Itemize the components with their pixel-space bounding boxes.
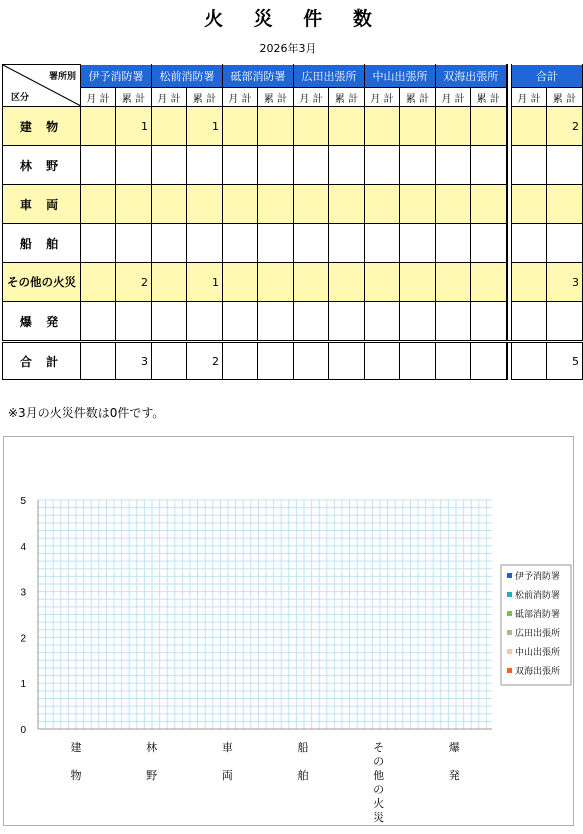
legend-swatch bbox=[507, 611, 512, 616]
cumulative-count-cell bbox=[258, 185, 294, 224]
cumulative-count-cell bbox=[329, 107, 365, 146]
cumulative-total-header: 累 計 bbox=[258, 88, 294, 107]
y-tick-label: 0 bbox=[20, 725, 26, 736]
month-count-cell bbox=[81, 146, 116, 185]
cumulative-count-cell bbox=[116, 224, 152, 263]
cumulative-count-cell: 1 bbox=[116, 107, 152, 146]
cumulative-count-cell bbox=[187, 146, 223, 185]
month-total-header: 月 計 bbox=[365, 88, 400, 107]
corner-category-label: 区分 bbox=[11, 93, 30, 103]
legend-swatch bbox=[507, 573, 512, 578]
station-header-futami: 双海出張所 bbox=[436, 65, 507, 88]
x-tick-label-char: 発 bbox=[448, 769, 460, 782]
cumulative-total-header: 累 計 bbox=[547, 88, 583, 107]
month-count-cell bbox=[436, 263, 471, 302]
month-count-cell bbox=[294, 342, 329, 380]
month-count-cell bbox=[365, 342, 400, 380]
cumulative-count-cell bbox=[329, 185, 365, 224]
note-text: ※3月の火災件数は0件です。 bbox=[8, 406, 165, 420]
month-count-cell bbox=[294, 302, 329, 342]
x-tick-label-char: 両 bbox=[221, 769, 233, 782]
station-header-iyo: 伊予消防署 bbox=[81, 65, 152, 88]
cumulative-count-cell bbox=[329, 342, 365, 380]
cumulative-count-cell bbox=[400, 302, 436, 342]
cumulative-count-cell bbox=[187, 185, 223, 224]
cumulative-count-cell bbox=[329, 302, 365, 342]
station-header-masaki: 松前消防署 bbox=[152, 65, 223, 88]
legend-label: 広田出張所 bbox=[515, 629, 561, 639]
legend-swatch bbox=[507, 592, 512, 597]
cumulative-count-cell bbox=[400, 185, 436, 224]
month-count-cell bbox=[294, 224, 329, 263]
x-tick-label-char: 船 bbox=[297, 741, 309, 754]
month-count-cell bbox=[152, 302, 187, 342]
cumulative-count-cell bbox=[471, 185, 507, 224]
x-tick-label-char: 物 bbox=[70, 769, 82, 782]
month-count-cell bbox=[365, 224, 400, 263]
table-row bbox=[3, 107, 583, 146]
x-tick-label-char: 建 bbox=[70, 741, 82, 754]
page-title: 火 災 件 数 bbox=[204, 8, 384, 30]
cumulative-count-cell bbox=[471, 302, 507, 342]
cumulative-count-cell bbox=[329, 146, 365, 185]
month-count-cell bbox=[223, 185, 258, 224]
cumulative-count-cell: 1 bbox=[187, 107, 223, 146]
cumulative-count-cell bbox=[258, 302, 294, 342]
y-tick-label: 5 bbox=[20, 496, 26, 507]
legend-label: 砥部消防署 bbox=[515, 610, 561, 620]
row-label: 爆 発 bbox=[3, 302, 81, 342]
cumulative-count-cell bbox=[116, 185, 152, 224]
cumulative-count-cell bbox=[258, 342, 294, 380]
legend-label: 松前消防署 bbox=[515, 591, 561, 601]
month-count-cell bbox=[81, 224, 116, 263]
cumulative-count-cell bbox=[116, 146, 152, 185]
month-count-cell bbox=[365, 146, 400, 185]
month-count-cell bbox=[223, 263, 258, 302]
cumulative-count-cell bbox=[258, 146, 294, 185]
month-total-header: 月 計 bbox=[294, 88, 329, 107]
month-total-header: 月 計 bbox=[81, 88, 116, 107]
month-count-cell bbox=[436, 185, 471, 224]
table-row bbox=[3, 146, 583, 185]
month-count-cell bbox=[436, 342, 471, 380]
month-count-cell bbox=[81, 185, 116, 224]
chart-area bbox=[3, 436, 574, 826]
legend-swatch bbox=[507, 630, 512, 635]
month-count-cell bbox=[436, 302, 471, 342]
cumulative-total-header: 累 計 bbox=[400, 88, 436, 107]
month-count-cell bbox=[81, 107, 116, 146]
cumulative-count-cell bbox=[471, 342, 507, 380]
report-period: 2026年3月 bbox=[259, 42, 317, 55]
x-tick-label-char: 車 bbox=[221, 741, 233, 754]
table-row bbox=[3, 302, 583, 342]
month-count-cell bbox=[365, 185, 400, 224]
station-header-tobe: 砥部消防署 bbox=[223, 65, 294, 88]
month-count-cell bbox=[365, 302, 400, 342]
station-header-hirota: 広田出張所 bbox=[294, 65, 365, 88]
month-count-cell bbox=[223, 342, 258, 380]
total-month-cell bbox=[512, 263, 547, 302]
total-cumulative-cell bbox=[547, 302, 583, 342]
y-tick-label: 1 bbox=[20, 679, 26, 691]
legend-swatch bbox=[507, 649, 512, 654]
month-count-cell bbox=[294, 107, 329, 146]
x-tick-label-char: そ bbox=[373, 741, 385, 754]
total-cumulative-cell: 2 bbox=[547, 107, 583, 146]
legend-label: 双海出張所 bbox=[515, 667, 561, 677]
cumulative-count-cell: 3 bbox=[116, 342, 152, 380]
cumulative-count-cell bbox=[400, 342, 436, 380]
cumulative-count-cell: 2 bbox=[187, 342, 223, 380]
cumulative-total-header: 累 計 bbox=[471, 88, 507, 107]
total-header: 合計 bbox=[512, 65, 583, 88]
x-tick-label-char: 災 bbox=[373, 811, 385, 824]
y-tick-label: 4 bbox=[20, 541, 26, 553]
legend-label: 中山出張所 bbox=[515, 648, 561, 658]
cumulative-count-cell bbox=[471, 224, 507, 263]
month-count-cell bbox=[294, 263, 329, 302]
cumulative-total-header: 累 計 bbox=[187, 88, 223, 107]
row-label: 林 野 bbox=[3, 146, 81, 185]
x-tick-label-char: 舶 bbox=[297, 769, 309, 782]
table-corner-header bbox=[3, 65, 81, 107]
month-count-cell bbox=[81, 342, 116, 380]
month-count-cell bbox=[152, 224, 187, 263]
month-count-cell bbox=[436, 146, 471, 185]
fire-bar-chart bbox=[4, 437, 573, 825]
x-tick-label-char: 林 bbox=[146, 741, 158, 754]
month-count-cell bbox=[436, 224, 471, 263]
cumulative-count-cell bbox=[400, 146, 436, 185]
month-count-cell bbox=[365, 263, 400, 302]
x-tick-label-char: の bbox=[373, 755, 385, 768]
cumulative-count-cell bbox=[400, 107, 436, 146]
month-count-cell bbox=[223, 146, 258, 185]
y-tick-label: 3 bbox=[20, 587, 26, 599]
month-count-cell bbox=[365, 107, 400, 146]
month-count-cell bbox=[294, 146, 329, 185]
x-tick-label-char: の bbox=[373, 783, 385, 796]
row-label: 車 両 bbox=[3, 185, 81, 224]
cumulative-total-header: 累 計 bbox=[329, 88, 365, 107]
cumulative-count-cell bbox=[329, 224, 365, 263]
row-label: 合 計 bbox=[3, 342, 81, 380]
x-tick-label-char: 他 bbox=[373, 769, 385, 782]
total-month-cell bbox=[512, 342, 547, 380]
month-count-cell bbox=[152, 107, 187, 146]
month-total-header: 月 計 bbox=[436, 88, 471, 107]
cumulative-count-cell bbox=[258, 107, 294, 146]
total-month-cell bbox=[512, 146, 547, 185]
month-count-cell bbox=[294, 185, 329, 224]
month-count-cell bbox=[223, 224, 258, 263]
month-total-header: 月 計 bbox=[152, 88, 187, 107]
cumulative-count-cell bbox=[329, 263, 365, 302]
x-tick-label-char: 野 bbox=[146, 769, 158, 782]
month-count-cell bbox=[436, 107, 471, 146]
total-cumulative-cell: 5 bbox=[547, 342, 583, 380]
cumulative-count-cell bbox=[471, 263, 507, 302]
legend-label: 伊予消防署 bbox=[515, 572, 561, 582]
row-label: 建 物 bbox=[3, 107, 81, 146]
y-tick-label: 2 bbox=[20, 633, 26, 645]
total-cumulative-cell: 3 bbox=[547, 263, 583, 302]
cumulative-count-cell: 2 bbox=[116, 263, 152, 302]
month-count-cell bbox=[152, 342, 187, 380]
cumulative-count-cell bbox=[471, 146, 507, 185]
x-tick-label-char: 爆 bbox=[448, 741, 460, 754]
station-header-nakayama: 中山出張所 bbox=[365, 65, 436, 88]
month-count-cell bbox=[152, 146, 187, 185]
corner-station-label: 署所別 bbox=[48, 72, 76, 82]
row-label: その他の火災 bbox=[3, 263, 81, 302]
month-count-cell bbox=[223, 302, 258, 342]
month-count-cell bbox=[81, 302, 116, 342]
month-total-header: 月 計 bbox=[512, 88, 547, 107]
cumulative-count-cell bbox=[116, 302, 152, 342]
cumulative-count-cell bbox=[258, 263, 294, 302]
total-month-cell bbox=[512, 185, 547, 224]
row-label: 船 舶 bbox=[3, 224, 81, 263]
total-cumulative-cell bbox=[547, 185, 583, 224]
total-month-cell bbox=[512, 224, 547, 263]
month-count-cell bbox=[81, 263, 116, 302]
cumulative-count-cell bbox=[187, 302, 223, 342]
total-cumulative-cell bbox=[547, 146, 583, 185]
total-month-cell bbox=[512, 107, 547, 146]
cumulative-count-cell bbox=[400, 224, 436, 263]
table-row bbox=[3, 185, 583, 224]
cumulative-total-header: 累 計 bbox=[116, 88, 152, 107]
cumulative-count-cell bbox=[400, 263, 436, 302]
table-row bbox=[3, 263, 583, 302]
cumulative-count-cell bbox=[258, 224, 294, 263]
table-row bbox=[3, 224, 583, 263]
table-total-row bbox=[3, 342, 583, 380]
fire-count-table bbox=[2, 64, 583, 380]
cumulative-count-cell: 1 bbox=[187, 263, 223, 302]
month-count-cell bbox=[152, 263, 187, 302]
legend-swatch bbox=[507, 668, 512, 673]
cumulative-count-cell bbox=[471, 107, 507, 146]
cumulative-count-cell bbox=[187, 224, 223, 263]
x-tick-label-char: 火 bbox=[373, 797, 385, 810]
month-count-cell bbox=[152, 185, 187, 224]
total-month-cell bbox=[512, 302, 547, 342]
month-count-cell bbox=[223, 107, 258, 146]
total-cumulative-cell bbox=[547, 224, 583, 263]
month-total-header: 月 計 bbox=[223, 88, 258, 107]
